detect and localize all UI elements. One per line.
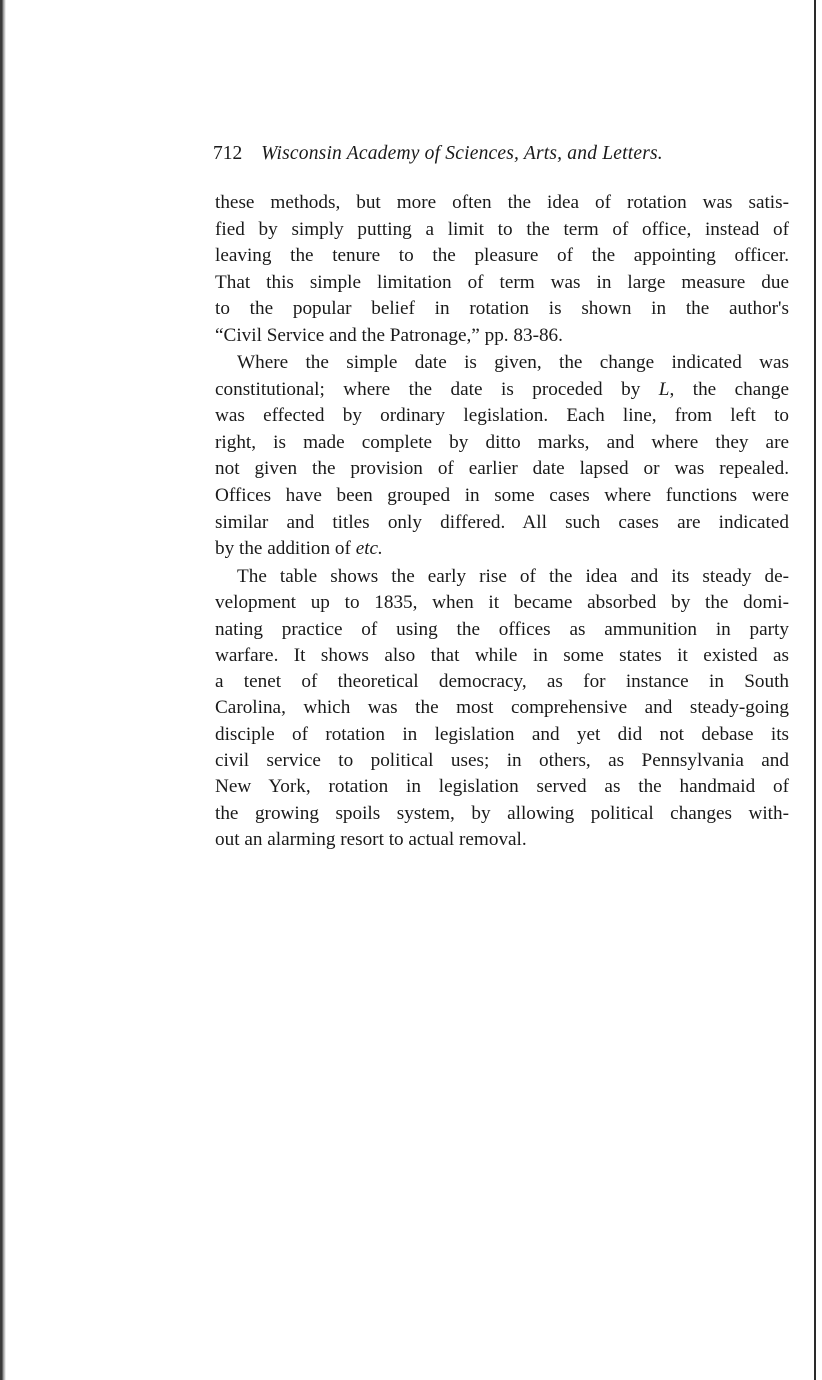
text-line: Offices have been grouped in some cases where functions were: [215, 484, 789, 506]
text-line: these methods, but more often the idea of rotation was satis-: [215, 192, 789, 213]
text-line: velopment up to 1835, when it became absorbed by the domi-: [215, 592, 789, 614]
page-number: 712: [213, 143, 243, 164]
text-line: New York, rotation in legislation served as the handmaid of: [215, 776, 789, 798]
text-line: That this simple limitation of term was in large measure due: [215, 271, 789, 293]
paragraph-1: [215, 190, 789, 350]
text-line: Carolina, which was the most comprehensive and steady-going: [215, 697, 789, 719]
paragraph-3: [215, 564, 789, 853]
text-line: out an alarming resort to actual removal.: [215, 828, 527, 850]
text-line: was effected by ordinary legislation. Each line, from left to: [215, 405, 789, 427]
text-line: the growing spoils system, by allowing political changes with-: [215, 802, 789, 824]
text-line: civil service to political uses; in others, as Pennsylvania and: [215, 750, 789, 772]
running-header: [213, 143, 743, 173]
text-line: constitutional; where the date is proceded by L, the change: [215, 378, 789, 400]
text-line: a tenet of theoretical democracy, as for instance in South: [215, 671, 789, 693]
text-line: right, is made complete by ditto marks, and where they are: [215, 431, 789, 453]
text-line: not given the provision of earlier date lapsed or was repealed.: [215, 458, 789, 480]
running-title: Wisconsin Academy of Sciences, Arts, and Letters.: [261, 143, 663, 164]
page-right-margin: [816, 0, 822, 1380]
text-line: nating practice of using the offices as ammunition in party: [215, 618, 789, 640]
text-line: similar and titles only differed. All such cases are indicated: [215, 511, 789, 533]
text-line: “Civil Service and the Patronage,” pp. 83-86.: [215, 324, 563, 346]
text-line: by the addition of etc.: [215, 538, 383, 560]
paragraph-2: [215, 350, 789, 563]
text-line: The table shows the early rise of the idea and its steady de-: [237, 566, 789, 587]
text-line: to the popular belief in rotation is shown in the author's: [215, 298, 789, 320]
page-left-edge: [0, 0, 6, 1380]
text-line: leaving the tenure to the pleasure of the appointing officer.: [215, 245, 789, 267]
text-line: disciple of rotation in legislation and yet did not debase its: [215, 723, 789, 745]
text-line: warfare. It shows also that while in some states it existed as: [215, 644, 789, 666]
text-line: Where the simple date is given, the change indicated was: [237, 352, 789, 373]
text-line: fied by simply putting a limit to the term of office, instead of: [215, 218, 789, 240]
